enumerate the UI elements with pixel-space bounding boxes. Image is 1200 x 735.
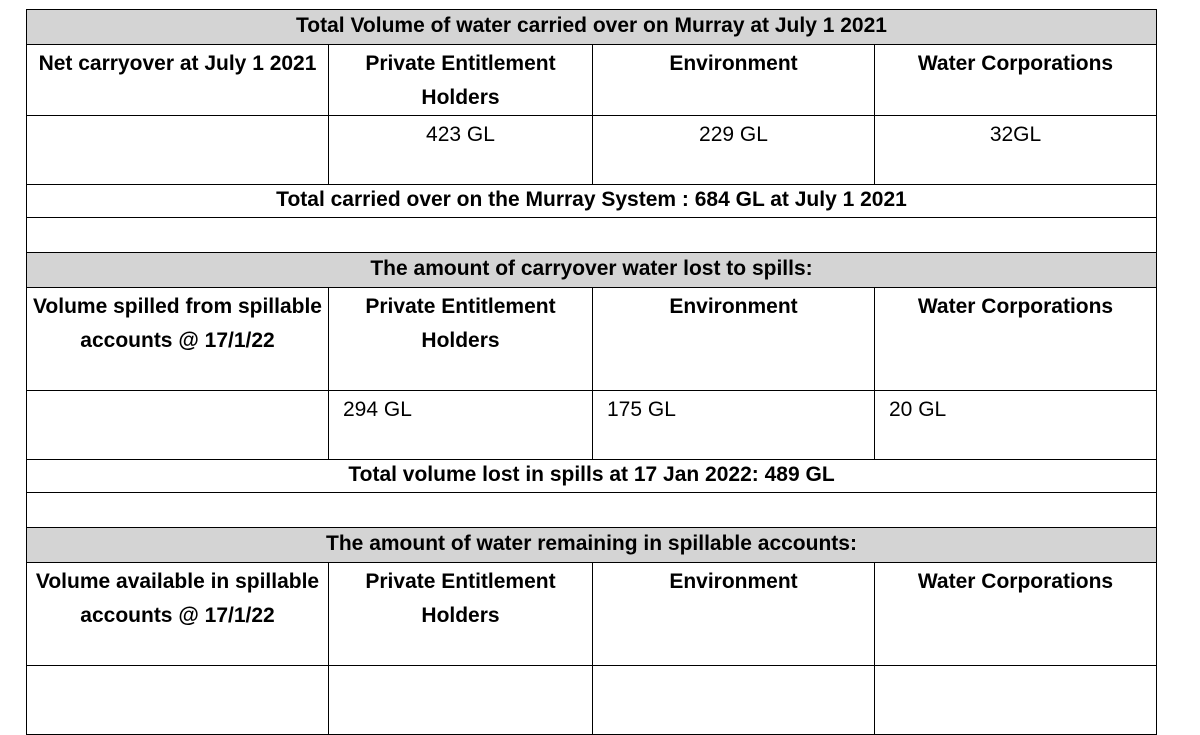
total-row: [27, 460, 1157, 493]
value-environment: 229 GL: [593, 116, 875, 185]
value-private: 423 GL: [329, 116, 593, 185]
spacer-row: [27, 218, 1157, 253]
section2-header-label: Volume spilled from spillable accounts @ 17/1/22: [27, 288, 329, 391]
values-row-cropped: [27, 666, 1157, 735]
column-header-private: Private Entitlement Holders: [329, 288, 593, 391]
section3-header-label: Volume available in spillable accounts @ 17/1/22: [27, 563, 329, 666]
column-header-row: [27, 45, 1157, 116]
spacer-row: [27, 493, 1157, 528]
value-environment: 175 GL: [593, 391, 875, 460]
values-row: [27, 116, 1157, 185]
total-row: [27, 185, 1157, 218]
value-label-cell: [27, 116, 329, 185]
section2-total: Total volume lost in spills at 17 Jan 2022: 489 GL: [27, 460, 1157, 493]
column-header-environment: Environment: [593, 45, 875, 116]
column-header-private: Private Entitlement Holders: [329, 45, 593, 116]
section1-title: Total Volume of water carried over on Murray at July 1 2021: [27, 10, 1157, 45]
column-header-row: [27, 563, 1157, 666]
value-label-cell: [27, 391, 329, 460]
section-header-row: [27, 528, 1157, 563]
section-header-row: [27, 253, 1157, 288]
column-header-water-corporations: Water Corporations: [875, 288, 1157, 391]
section3-title: The amount of water remaining in spillable accounts:: [27, 528, 1157, 563]
section1-total: Total carried over on the Murray System : 684 GL at July 1 2021: [27, 185, 1157, 218]
column-header-water-corporations: Water Corporations: [875, 45, 1157, 116]
column-header-private: Private Entitlement Holders: [329, 563, 593, 666]
section2-title: The amount of carryover water lost to spills:: [27, 253, 1157, 288]
column-header-environment: Environment: [593, 563, 875, 666]
value-water-corporations: 20 GL: [875, 391, 1157, 460]
column-header-row: [27, 288, 1157, 391]
values-row: [27, 391, 1157, 460]
value-water-corporations: 32GL: [875, 116, 1157, 185]
section-header-row: [27, 10, 1157, 45]
value-private: 294 GL: [329, 391, 593, 460]
column-header-water-corporations: Water Corporations: [875, 563, 1157, 666]
section1-header-label: Net carryover at July 1 2021: [27, 45, 329, 116]
column-header-environment: Environment: [593, 288, 875, 391]
water-carryover-table: [26, 9, 1157, 735]
